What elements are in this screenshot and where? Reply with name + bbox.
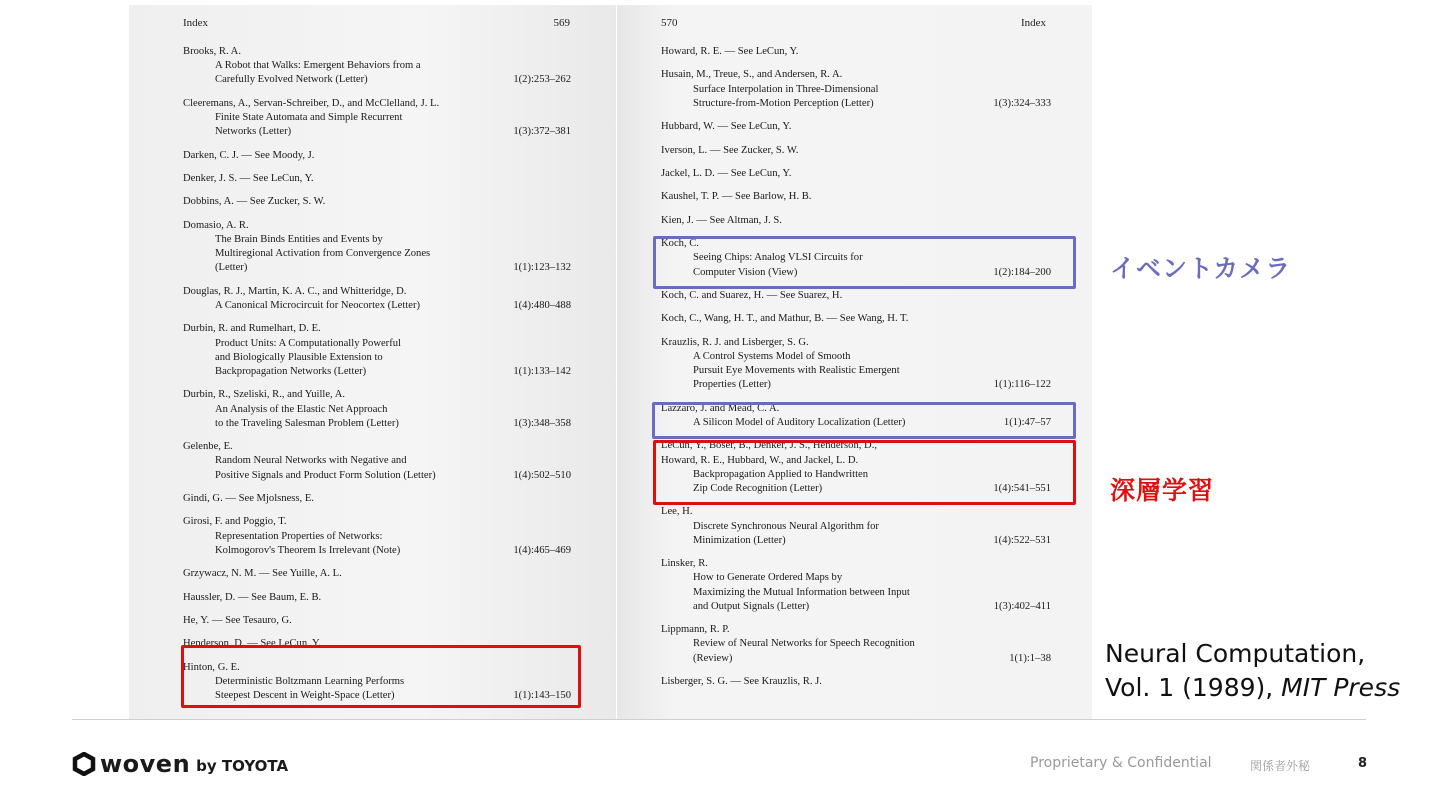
entry-title-line: Carefully Evolved Network (Letter) [215,74,368,86]
index-entry [183,388,571,431]
index-entry [183,440,571,483]
entry-author: Krauzlis, R. J. and Lisberger, S. G. [661,336,809,348]
entry-title-line: Positive Signals and Product Form Solution (Letter) [215,469,436,481]
entry-author: Kaushel, T. P. — See Barlow, H. B. [661,191,812,203]
entry-pages: 1(1):133–142 [513,365,571,377]
confidential-notice-jp: 関係者外秘 [1250,759,1311,773]
entry-author: He, Y. — See Tesauro, G. [183,614,292,626]
entry-author: Cleeremans, A., Servan-Schreiber, D., and McClelland, J. L. [183,97,440,109]
entry-pages: 1(1):123–132 [513,262,571,274]
logo-wordmark: woven [100,750,191,778]
highlight-box-koch [653,236,1076,289]
entry-title-line: (Review) [693,652,733,664]
index-entry-list [183,45,571,713]
entry-title-line: Backpropagation Applied to Handwritten [693,468,869,480]
entry-author: Lippmann, R. P. [661,624,730,636]
entry-author: Husain, M., Treue, S., and Andersen, R. A. [661,69,843,81]
entry-title-line: Backpropagation Networks (Letter) [215,365,367,377]
entry-author: Dobbins, A. — See Zucker, S. W. [183,196,326,208]
entry-title-line: An Analysis of the Elastic Net Approach [215,403,388,415]
page-number: 570 [661,17,678,29]
entry-author: Denker, J. S. — See LeCun, Y. [183,172,314,184]
entry-title-line: Representation Properties of Networks: [215,530,383,542]
index-entry [183,45,571,88]
entry-author: Lazzaro, J. and Mead, C. A. [661,402,780,414]
entry-title-line: A Control Systems Model of Smooth [693,350,851,362]
entry-title-line: Discrete Synchronous Neural Algorithm for [693,520,879,532]
entry-title-line: Review of Neural Networks for Speech Recognition [693,638,915,650]
index-entry [661,120,1051,134]
entry-author: Howard, R. E., Hubbard, W., and Jackel, L. D. [661,454,859,466]
index-entry [661,289,1051,303]
entry-title-line: How to Generate Ordered Maps by [693,572,843,584]
entry-title-line: A Robot that Walks: Emergent Behaviors from a [215,60,421,72]
entry-title-line: The Brain Binds Entities and Events by [215,233,383,245]
entry-author: LeCun, Y., Boser, B., Denker, J. S., Henderson, D., [661,440,878,452]
entry-author: Darken, C. J. — See Moody, J. [183,149,315,161]
citation-publisher: MIT Press [1281,673,1401,702]
entry-pages: 1(4):480–488 [513,299,571,311]
entry-pages: 1(2):253–262 [513,74,571,86]
entry-title-line: Computer Vision (View) [693,266,798,278]
entry-title-line: to the Traveling Salesman Problem (Letter) [215,417,399,429]
index-entry [183,322,571,379]
entry-author: Iverson, L. — See Zucker, S. W. [661,144,799,156]
entry-title-line: Zip Code Recognition (Letter) [693,482,823,494]
index-entry [183,172,571,186]
entry-title-line: Pursuit Eye Movements with Realistic Emergent [693,365,900,377]
entry-author: Durbin, R., Szeliski, R., and Yuille, A. [183,389,346,401]
entry-title-line: Networks (Letter) [215,126,292,138]
entry-title-line: and Biologically Plausible Extension to [215,351,383,363]
entry-author: Girosi, F. and Poggio, T. [183,516,287,528]
index-entry [183,515,571,558]
entry-author: Grzywacz, N. M. — See Yuille, A. L. [183,568,342,580]
citation-volume-text: Vol. 1 (1989), [1105,673,1282,702]
entry-author: Hinton, G. E. [183,661,240,673]
index-entry [183,614,571,628]
highlight-box-hinton [181,645,581,708]
woven-logo [72,751,288,777]
entry-author: Gindi, G. — See Mjolsness, E. [183,492,314,504]
woven-hexagon-icon [72,752,96,776]
entry-title-line: Structure-from-Motion Perception (Letter) [693,97,874,109]
entry-pages: 1(1):47–57 [1003,416,1051,428]
citation [1105,637,1400,705]
index-entry [661,45,1051,59]
index-entry [661,336,1051,393]
index-entry [183,195,571,209]
index-entry [661,167,1051,181]
citation-journal: Neural Computation, [1105,639,1366,668]
entry-pages: 1(1):1–38 [1009,652,1051,664]
entry-author: Koch, C. and Suarez, H. — See Suarez, H. [661,289,843,301]
index-entry [661,623,1051,666]
entry-title-line: Deterministic Boltzmann Learning Performs [215,675,405,687]
index-entry [183,219,571,276]
entry-title-line: Random Neural Networks with Negative and [215,455,407,467]
entry-title-line: A Silicon Model of Auditory Localization (Letter) [693,416,906,428]
index-page-right [617,5,1092,719]
entry-author: Domasio, A. R. [183,219,249,231]
index-entry [183,97,571,140]
entry-author: Douglas, R. J., Martin, K. A. C., and Whitteridge, D. [183,285,407,297]
confidential-notice: Proprietary & Confidential [1030,755,1212,771]
entry-author: Henderson, D. — See LeCun, Y. [183,638,321,650]
index-entry-list [661,45,1051,698]
page-header-label: Index [183,17,209,29]
entry-title-line: (Letter) [215,262,248,274]
entry-title-line: Finite State Automata and Simple Recurrent [215,112,403,123]
index-entry [183,285,571,313]
entry-pages: 1(4):465–469 [513,544,571,556]
footer-divider [72,719,1366,720]
index-entry [661,144,1051,158]
logo-by-toyota: by TOYOTA [196,757,289,775]
entry-title-line: Surface Interpolation in Three-Dimensional [693,83,879,95]
entry-author: Hubbard, W. — See LeCun, Y. [661,121,792,133]
index-entry [661,312,1051,326]
entry-pages: 1(3):402–411 [993,600,1051,612]
entry-author: Linsker, R. [661,558,708,570]
entry-pages: 1(1):116–122 [993,379,1051,391]
index-entry [183,567,571,581]
entry-author: Kien, J. — See Altman, J. S. [661,214,782,226]
entry-title-line: Minimization (Letter) [693,534,786,546]
page-number: 569 [553,17,570,29]
entry-author: Durbin, R. and Rumelhart, D. E. [183,323,321,335]
entry-author: Gelenbe, E. [183,441,233,453]
entry-author: Koch, C., Wang, H. T., and Mathur, B. — See Wang, H. T. [661,313,909,325]
index-entry [661,214,1051,228]
highlight-box-lazzaro [652,402,1076,439]
entry-title-line: Steepest Descent in Weight-Space (Letter) [215,690,395,702]
index-entry [661,505,1051,548]
entry-pages: 1(2):184–200 [993,266,1051,278]
entry-pages: 1(1):143–150 [513,690,571,702]
page-header-label: Index [1020,17,1046,29]
citation-volume [1105,671,1400,705]
index-entry [661,68,1051,111]
entry-author: Lee, H. [661,506,693,518]
entry-pages: 1(4):502–510 [513,469,571,481]
entry-title-line: Product Units: A Computationally Powerful [215,337,401,349]
entry-title-line: Properties (Letter) [693,379,771,391]
entry-pages: 1(3):348–358 [513,417,571,429]
index-entry [183,591,571,605]
entry-title-line: Seeing Chips: Analog VLSI Circuits for [693,252,863,264]
slide-number: 8 [1358,756,1368,771]
entry-author: Jackel, L. D. — See LeCun, Y. [661,167,792,179]
index-entry [183,492,571,506]
entry-pages: 1(4):522–531 [993,534,1051,546]
index-entry [183,149,571,163]
index-entry [661,190,1051,204]
entry-author: Koch, C. [661,238,699,250]
index-entry [661,675,1051,689]
entry-pages: 1(3):372–381 [513,126,571,138]
entry-title-line: Kolmogorov's Theorem Is Irrelevant (Note) [215,544,401,556]
entry-author: Howard, R. E. — See LeCun, Y. [661,46,799,57]
event-camera-label: イベントカメラ [1110,254,1292,283]
entry-title-line: A Canonical Microcircuit for Neocortex (Letter) [215,299,421,311]
entry-author: Lisberger, S. G. — See Krauzlis, R. J. [661,675,822,687]
entry-title-line: Multiregional Activation from Convergence Zones [215,248,431,260]
entry-author: Brooks, R. A. [183,46,241,57]
deep-learning-label: 深層学習 [1110,476,1215,505]
entry-author: Haussler, D. — See Baum, E. B. [183,591,322,603]
entry-pages: 1(4):541–551 [993,482,1051,494]
index-entry [661,557,1051,614]
entry-title-line: Maximizing the Mutual Information between Input [693,586,910,598]
entry-title-line: and Output Signals (Letter) [693,600,810,612]
index-page-left [129,5,616,719]
highlight-box-lecun [653,440,1076,505]
entry-pages: 1(3):324–333 [993,97,1051,109]
